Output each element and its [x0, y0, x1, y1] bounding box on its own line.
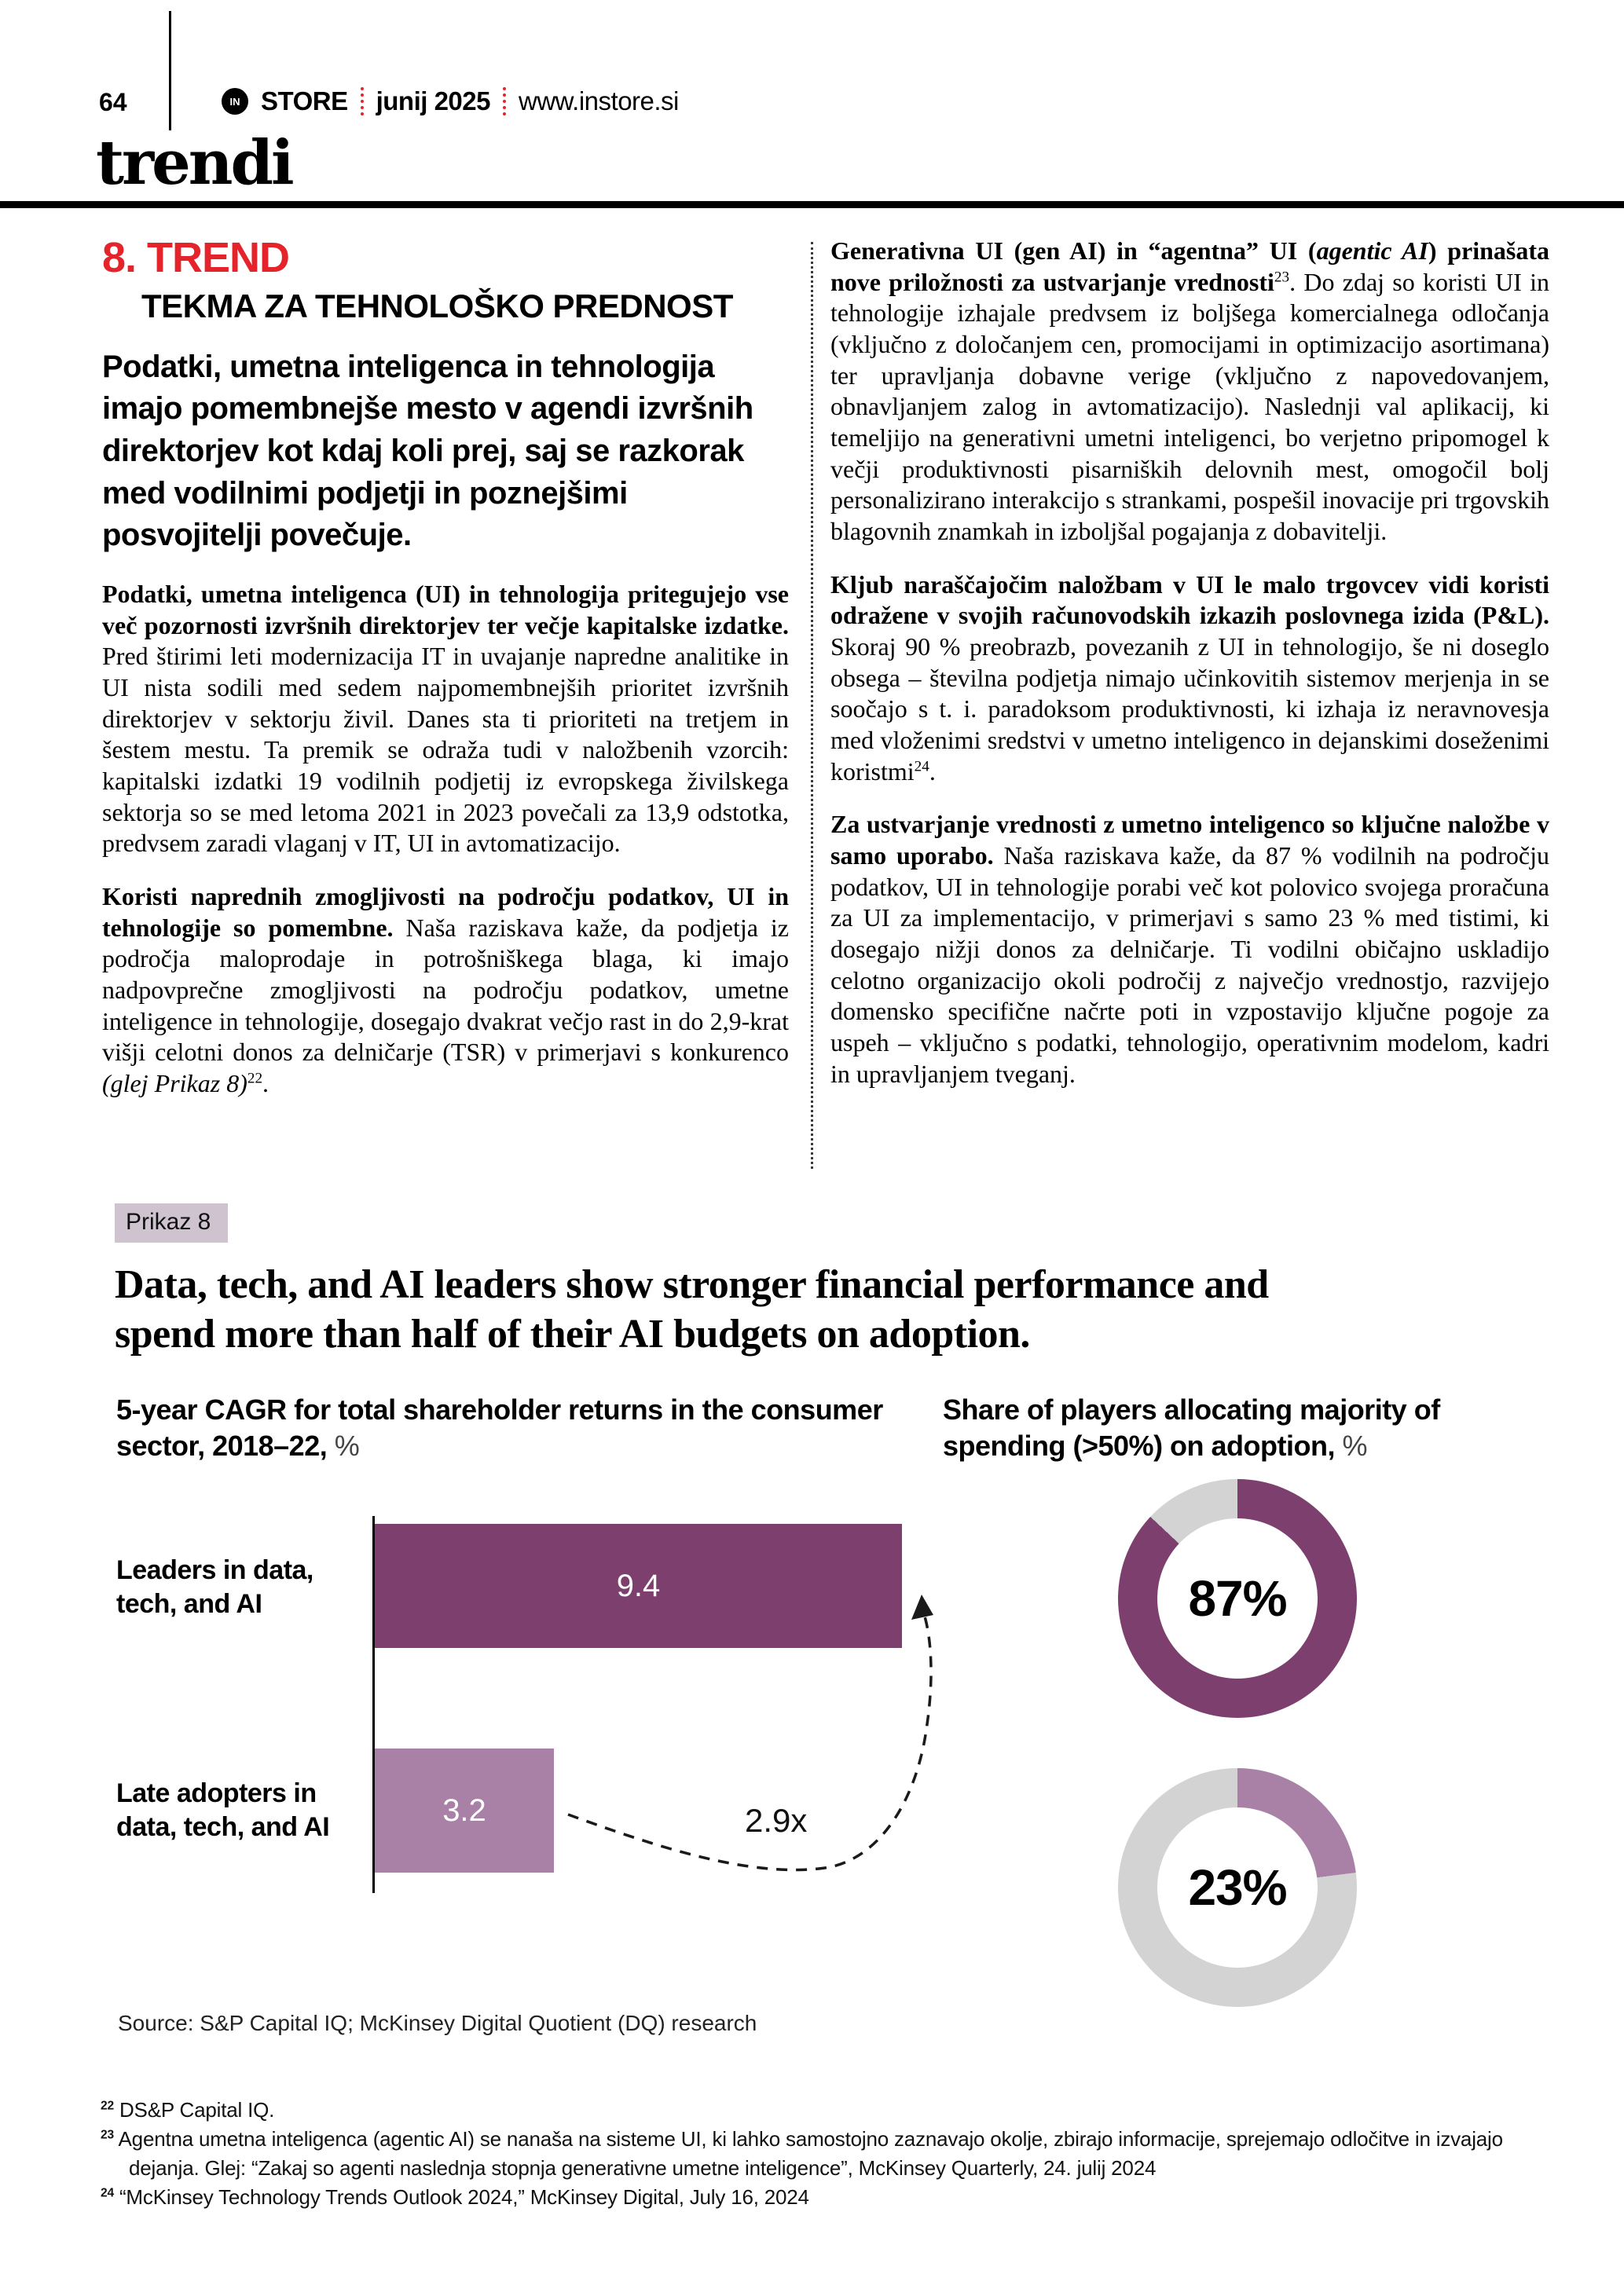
bar-chart-subtitle-text: 5-year CAGR for total shareholder returns in the consumer sector, 2018–22,	[116, 1393, 883, 1463]
article-right-column	[830, 236, 1549, 1089]
footnote-22	[101, 2096, 1570, 2125]
exhibit-title: Data, tech, and AI leaders show stronger financial performance and spend more than half of their AI budgets on adoption.	[115, 1262, 1269, 1357]
donut-chart-unit: %	[1335, 1430, 1368, 1463]
column-divider-dotted	[811, 242, 813, 1169]
multiplier-annotation: 2.9x	[745, 1802, 808, 1839]
donut-leaders	[1118, 1479, 1357, 1718]
donut-late-adopters-value: 23%	[1188, 1859, 1287, 1916]
multiplier-arrow	[542, 1579, 959, 1893]
text-segment: DS&P Capital IQ.	[113, 2098, 275, 2122]
paragraph	[102, 579, 789, 859]
trend-title-heading: TEKMA ZA TEHNOLOŠKO PREDNOST	[141, 287, 733, 324]
text-segment: Skoraj 90 % preobrazb, povezanih z UI in tehnologijo, še ni doseglo obsega – številna podjetja nimajo učinkovitih sistemov merjenja in se soočajo s t. i. paradoksom produktivnosti, ki izhaja iz neravnovesja med vloženimi sredstvi v umetno inteligenco in dejanskimi doseženimi koristmi	[830, 632, 1549, 785]
bar-value-late-adopters: 3.2	[442, 1792, 486, 1828]
red-dotted-separator	[361, 87, 364, 115]
text-segment: .	[929, 756, 936, 785]
text-segment: 23	[101, 2128, 114, 2142]
magazine-issue: junij 2025	[376, 86, 490, 115]
text-segment: Kljub naraščajočim naložbam v UI le malo trgovcev vidi koristi odražene v svojih računovodskih izkazih poslovnega izida (P&L).	[830, 569, 1549, 630]
paragraph	[830, 569, 1549, 788]
trend-number-heading: 8. TREND	[102, 234, 290, 281]
text-segment: (glej Prikaz 8)	[102, 1068, 247, 1097]
text-segment: 24	[914, 758, 929, 775]
text-segment: agentic AI	[1316, 236, 1428, 265]
bar-chart-subtitle	[116, 1392, 886, 1464]
paragraph	[102, 881, 789, 1100]
text-segment: Pred štirimi leti modernizacija IT in uvajanje napredne analitike in UI nista sodili med sedem najpomembnejših prioritet izvršnih direktorjev v sektorju živil. Danes sta ti prioriteti na tretjem in šestem mestu. Ta premik se odraža tudi v naložbenih vzorcih: kapitalski izdatki 19 vodilnih podjetij iz evropskega živilskega sektorja so se med letoma 2021 in 2023 povečali za 13,9 odstotka, predvsem zaradi vlaganj v IT, UI in avtomatizacijo.	[102, 642, 789, 858]
magazine-website: www.instore.si	[519, 86, 679, 115]
bar-category-label-leaders: Leaders in data, tech, and AI	[116, 1555, 313, 1619]
header-divider-line	[169, 11, 171, 130]
section-title: trendi	[96, 127, 292, 199]
red-dotted-separator	[503, 87, 506, 115]
footnote-23	[101, 2125, 1570, 2183]
donut-chart-subtitle-text: Share of players allocating majority of spending (>50%) on adoption,	[943, 1393, 1440, 1463]
magazine-name: STORE	[261, 86, 348, 115]
donut-leaders-hole	[1157, 1518, 1318, 1679]
header-rule	[0, 201, 1624, 208]
arrowhead-icon	[911, 1595, 933, 1620]
footnote-24	[101, 2183, 1570, 2212]
page-number: 64	[99, 88, 127, 116]
text-segment: Naša raziskava kaže, da podjetja iz področja maloprodaje in potrošniškega blaga, ki imajo nadpovprečne zmogljivosti na področju podatkov, umetne inteligence in tehnologije, dosegajo dvakrat večjo rast in do 2,9-krat višji celotni donos za delničarje (TSR) v primerjavi s konkurenco	[102, 913, 790, 1067]
text-segment: Podatki, umetna inteligenca (UI) in tehnologija pritegujejo vse več pozornosti izvršnih direktorjev ter večje kapitalske izdatke.	[102, 579, 789, 639]
bar-value-leaders: 9.4	[616, 1568, 661, 1603]
bar-category-label-late-adopters: Late adopters in data, tech, and AI	[116, 1778, 330, 1842]
bar-chart-unit: %	[327, 1430, 360, 1463]
text-segment: 22	[101, 2099, 114, 2113]
donut-late-adopters	[1118, 1768, 1357, 2007]
article-lede: Podatki, umetna inteligenca in tehnologija imajo pomembnejše mesto v agendi izvršnih direktorjev kot kdaj koli prej, saj se razkorak med vodilnimi podjetji in poznejšimi posvojitelji povečuje.	[102, 349, 753, 553]
text-segment: 22	[247, 1070, 263, 1087]
text-segment: 24	[101, 2186, 114, 2200]
donut-leaders-value: 87%	[1188, 1570, 1287, 1627]
footnotes	[101, 2096, 1570, 2212]
exhibit-label-chip: Prikaz 8	[115, 1203, 228, 1243]
text-segment: .	[262, 1068, 269, 1097]
instore-logo-icon: IN	[222, 88, 248, 115]
text-segment: . Do zdaj so koristi UI in tehnologije izhajale predvsem iz boljšega komercialnega odločanja (vključno z določanjem cen, promocijami in optimizacijo asortimana) ter upravljanja dobavne verige (vključno z napovedovanjem, obnavljanjem zalog in avtomatizacijo). Naslednji val aplikacij, ki temeljijo na generativni umetni inteligenci, bo verjetno pripomogel k večji produktivnosti pisarniških delovnih mest, omogočil bolj personalizirano interakcijo s strankami, pospešil inovacije pri trgovskih blagovnih znamkah in izboljšal pogajanja z dobavitelji.	[830, 267, 1550, 546]
bar-late-adopters	[375, 1749, 554, 1873]
text-segment: Agentna umetna inteligenca (agentic AI) se nanaša na sisteme UI, ki lahko samostojno zaznavajo okolje, zbirajo informacije, sprejemajo odločitve in izvajajo dejanja. Glej: “Zakaj so agenti naslednja stopnja generativne umetne inteligence”, McKinsey Quarterly, 24. julij 2024	[113, 2126, 1503, 2180]
text-segment: Naša raziskava kaže, da 87 % vodilnih na področju podatkov, UI in tehnologije porabi več kot polovico svojega proračuna za UI za implementacijo, v primerjavi s samo 23 % med tistimi, ki dosegajo nižji donos za delničarje. Ti vodilni običajno uskladijo celotno organizacijo okoli področij z največjo vrednostjo, razvijejo domensko specifične načrte poti in vzpostavijo ključne pogoje za uspeh – vključno s podatki, tehnologijo, operativnim modelom, kadri in upravljanjem tveganj.	[830, 841, 1550, 1088]
donut-late-adopters-hole	[1157, 1807, 1318, 1968]
paragraph	[830, 236, 1549, 547]
text-segment: 23	[1274, 269, 1290, 286]
text-segment: Generativna UI (gen AI) in “agentna” UI (	[830, 236, 1317, 265]
article-left-column	[102, 236, 789, 1100]
paragraph	[830, 809, 1549, 1089]
multiplier-arrow-svg	[542, 1579, 959, 1893]
header-meta	[222, 86, 679, 116]
text-segment: ) prinašata nove priložnosti za ustvarjanje vrednosti	[830, 236, 1550, 296]
chart-source: Source: S&P Capital IQ; McKinsey Digital Quotient (DQ) research	[118, 2011, 757, 2035]
text-segment: “McKinsey Technology Trends Outlook 2024,” McKinsey Digital, July 16, 2024	[113, 2184, 809, 2209]
text-segment: Za ustvarjanje vrednosti z umetno inteligenco so ključne naložbe v samo uporabo.	[830, 810, 1549, 870]
donut-chart-subtitle	[943, 1392, 1556, 1464]
text-segment: Koristi naprednih zmogljivosti na področju podatkov, UI in tehnologije so pomembne.	[102, 881, 789, 942]
